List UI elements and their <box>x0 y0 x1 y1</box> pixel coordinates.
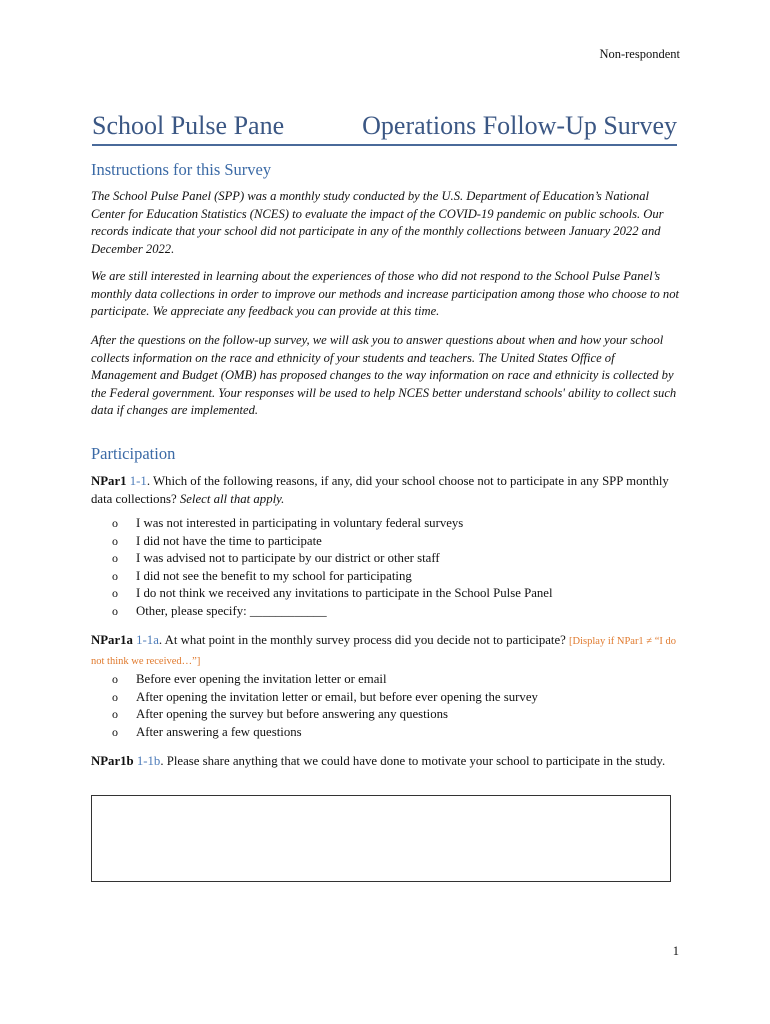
circle-bullet-icon[interactable]: o <box>112 707 118 722</box>
question-npar1b <box>91 752 683 770</box>
option-label: Before ever opening the invitation letter or email <box>136 672 387 686</box>
instructions-paragraph-2: We are still interested in learning about the experiences of those who did not respond to the School Pulse Panel’s monthly data collections in order to improve our methods and increase participation among those who choose to not participate. We appreciate any feedback you can provide at this time. <box>91 269 679 319</box>
question-number: 1-1 <box>129 474 147 488</box>
display-condition-note: [Display if NPar1 ≠ “I do not think we received…”] <box>91 636 676 667</box>
option-label: After opening the invitation letter or email, but before ever opening the survey <box>136 689 538 704</box>
circle-bullet-icon[interactable]: o <box>112 568 118 583</box>
question-id: NPar1 <box>91 474 127 488</box>
option-item[interactable] <box>112 515 553 533</box>
question-text: . Please share anything that we could have done to motivate your school to participate in the study. <box>160 754 666 768</box>
option-label: After opening the survey but before answering any questions <box>136 707 449 722</box>
question-number: 1-1a <box>136 633 159 647</box>
circle-bullet-icon[interactable]: o <box>112 689 118 704</box>
participation-heading: Participation <box>91 444 176 463</box>
option-item[interactable] <box>112 603 553 621</box>
option-label: After answering a few questions <box>136 724 302 739</box>
circle-bullet-icon[interactable]: o <box>112 533 118 548</box>
option-item[interactable] <box>112 533 553 551</box>
question-instruction: Select all that apply. <box>179 492 285 506</box>
open-response-textbox[interactable] <box>91 795 671 882</box>
circle-bullet-icon[interactable]: o <box>112 603 118 618</box>
instructions-heading: Instructions for this Survey <box>91 160 272 179</box>
option-label: I did not have the time to participate <box>136 533 322 548</box>
option-item[interactable] <box>112 671 538 689</box>
option-item[interactable] <box>112 585 553 603</box>
option-label: I was not interested in participating in voluntary federal surveys <box>136 516 464 530</box>
npar1a-options <box>112 671 538 741</box>
circle-bullet-icon[interactable]: o <box>112 672 118 686</box>
question-text: . At what point in the monthly survey process did you decide not to participate? <box>158 633 566 647</box>
page-number: 1 <box>672 944 679 958</box>
title-right: Operations Follow-Up Survey <box>362 111 677 140</box>
option-item[interactable] <box>112 724 538 742</box>
option-item[interactable] <box>112 550 553 568</box>
question-number: 1-1b <box>136 754 161 768</box>
circle-bullet-icon[interactable]: o <box>112 551 118 566</box>
option-label: I do not think we received any invitations to participate in the School Pulse Panel <box>136 586 553 601</box>
instructions-paragraph-1: The School Pulse Panel (SPP) was a monthly study conducted by the U.S. Department of Education’s National Center for Education Statistics (NCES) to evaluate the impact of the COVID-19 pandemic on public schools. Our records indicate that your school did not participate in any of the monthly collections between January 2022 and December 2022. <box>91 189 664 256</box>
page-title <box>92 110 677 146</box>
header-label: Non-respondent <box>599 47 680 61</box>
circle-bullet-icon[interactable]: o <box>112 586 118 601</box>
option-label: I did not see the benefit to my school for participating <box>136 568 412 583</box>
option-item[interactable] <box>112 568 553 586</box>
instructions-paragraph-3: After the questions on the follow-up survey, we will ask you to answer questions about when and how your school collects information on the race and ethnicity of your students and teachers. The United States Office of Management and Budget (OMB) has proposed changes to the way information on race and ethnicity is collected by the Federal government. Your responses will be used to help NCES better understand schools' ability to collect such data if changes are implemented. <box>91 333 677 418</box>
option-item[interactable] <box>112 689 538 707</box>
option-label: I was advised not to participate by our district or other staff <box>136 551 440 566</box>
npar1-options <box>112 515 553 621</box>
circle-bullet-icon[interactable]: o <box>112 724 118 739</box>
question-text: . Which of the following reasons, if any, did your school choose not to participate in any SPP monthly data collections? <box>91 474 669 506</box>
title-left: School Pulse Pane <box>92 111 285 140</box>
option-label: Other, please specify: ____________ <box>136 603 327 618</box>
question-id: NPar1a <box>91 633 133 647</box>
circle-bullet-icon[interactable]: o <box>112 516 118 530</box>
option-item[interactable] <box>112 706 538 724</box>
question-npar1 <box>91 472 683 508</box>
question-npar1a <box>91 631 683 671</box>
question-id: NPar1b <box>91 754 134 768</box>
